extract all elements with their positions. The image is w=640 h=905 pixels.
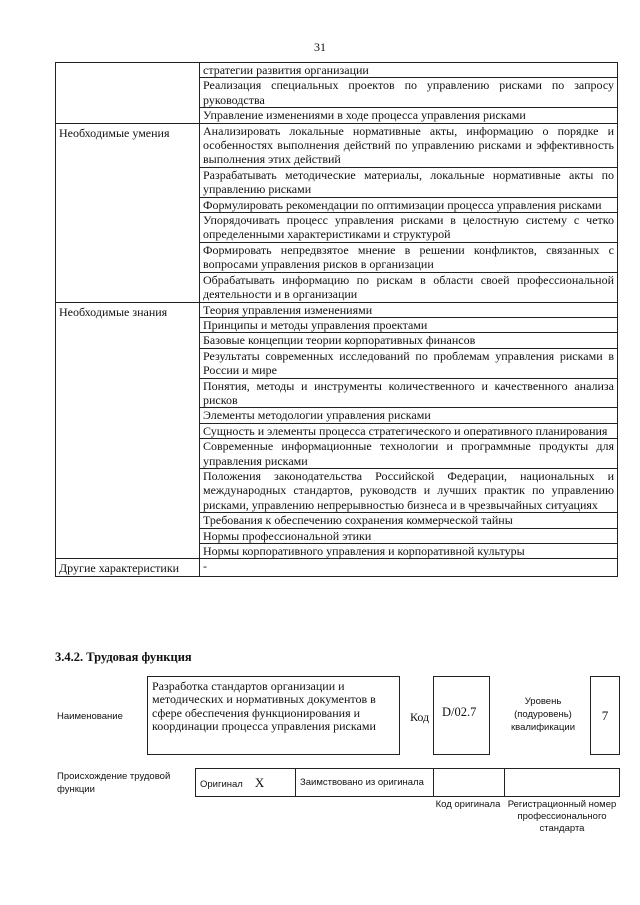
original-label: Оригинал — [200, 778, 243, 790]
qualification-level-label: Уровень (подуровень) квалификации — [510, 696, 576, 733]
row-value: Формулировать рекомендации по оптимизации процесса управления рисками — [200, 197, 618, 212]
original-cell — [196, 769, 296, 797]
section-heading: 3.4.2. Трудовая функция — [55, 650, 192, 664]
row-value: Нормы профессиональной этики — [200, 528, 618, 543]
row-label — [56, 63, 200, 124]
row-value: Разрабатывать методические материалы, локальные нормативные акты по управлению рисками — [200, 167, 618, 197]
original-code-cell — [434, 769, 505, 797]
origin-table — [195, 768, 620, 797]
code-box: D/02.7 — [433, 676, 490, 755]
row-value: Упорядочивать процесс управления рисками в целостную систему с четко определенными характеристиками и структурой — [200, 213, 618, 243]
original-mark: X — [254, 774, 265, 790]
table-row — [56, 123, 618, 167]
row-label: Другие характеристики — [56, 559, 200, 576]
row-label: Необходимые умения — [56, 123, 200, 302]
row-value: Анализировать локальные нормативные акты, информацию о порядке и особенностях выполнения действий по управлению рисками и эффективность выполнения этих действий — [200, 123, 618, 167]
row-value: Базовые концепции теории корпоративных финансов — [200, 333, 618, 348]
competency-table — [55, 62, 618, 577]
table-row — [56, 63, 618, 78]
origin-label: Происхождение трудовой функции — [57, 771, 171, 795]
row-value: Управление изменениями в ходе процесса управления рисками — [200, 108, 618, 123]
row-value: Реализация специальных проектов по управлению рисками по запросу руководства — [200, 78, 618, 108]
row-value: Сущность и элементы процесса стратегического и оперативного планирования — [200, 423, 618, 438]
row-value: - — [200, 559, 618, 576]
table-row — [56, 302, 618, 317]
row-value: стратегии развития организации — [200, 63, 618, 78]
function-name-box: Разработка стандартов организации и методических и нормативных документов в сфере обеспечения функционирования и координации процесса управления рисками — [147, 676, 400, 755]
row-value: Понятия, методы и инструменты количественного и качественного анализа рисков — [200, 378, 618, 408]
borrowed-label: Заимствовано из оригинала — [300, 776, 424, 788]
code-label: Код — [410, 710, 430, 724]
borrowed-cell — [296, 769, 434, 797]
row-value: Теория управления изменениями — [200, 302, 618, 317]
registration-number-caption: Регистрационный номер профессионального стандарта — [507, 799, 617, 834]
row-label: Необходимые знания — [56, 302, 200, 559]
name-label: Наименование — [57, 711, 123, 722]
row-value: Результаты современных исследований по проблемам управления рисками в России и мире — [200, 348, 618, 378]
row-value: Обрабатывать информацию по рискам в области своей профессиональной деятельности и в организации — [200, 272, 618, 302]
row-value: Нормы корпоративного управления и корпоративной культуры — [200, 544, 618, 559]
table-row — [56, 559, 618, 576]
original-code-caption: Код оригинала — [435, 799, 501, 810]
page-number: 31 — [314, 40, 326, 54]
qualification-level-box: 7 — [590, 676, 620, 755]
row-value: Требования к обеспечению сохранения коммерческой тайны — [200, 513, 618, 528]
row-value: Принципы и методы управления проектами — [200, 317, 618, 332]
row-value: Формировать непредвзятое мнение в решении конфликтов, связанных с вопросами управления рисков в организации — [200, 242, 618, 272]
row-value: Современные информационные технологии и программные продукты для управления рисками — [200, 439, 618, 469]
row-value: Положения законодательства Российской Федерации, национальных и международных стандартов, руководств и лучших практик по управлению рисками, управлению непрерывностью бизнеса и в чрезвычайных ситуациях — [200, 468, 618, 512]
row-value: Элементы методологии управления рисками — [200, 408, 618, 423]
registration-number-cell — [505, 769, 620, 797]
